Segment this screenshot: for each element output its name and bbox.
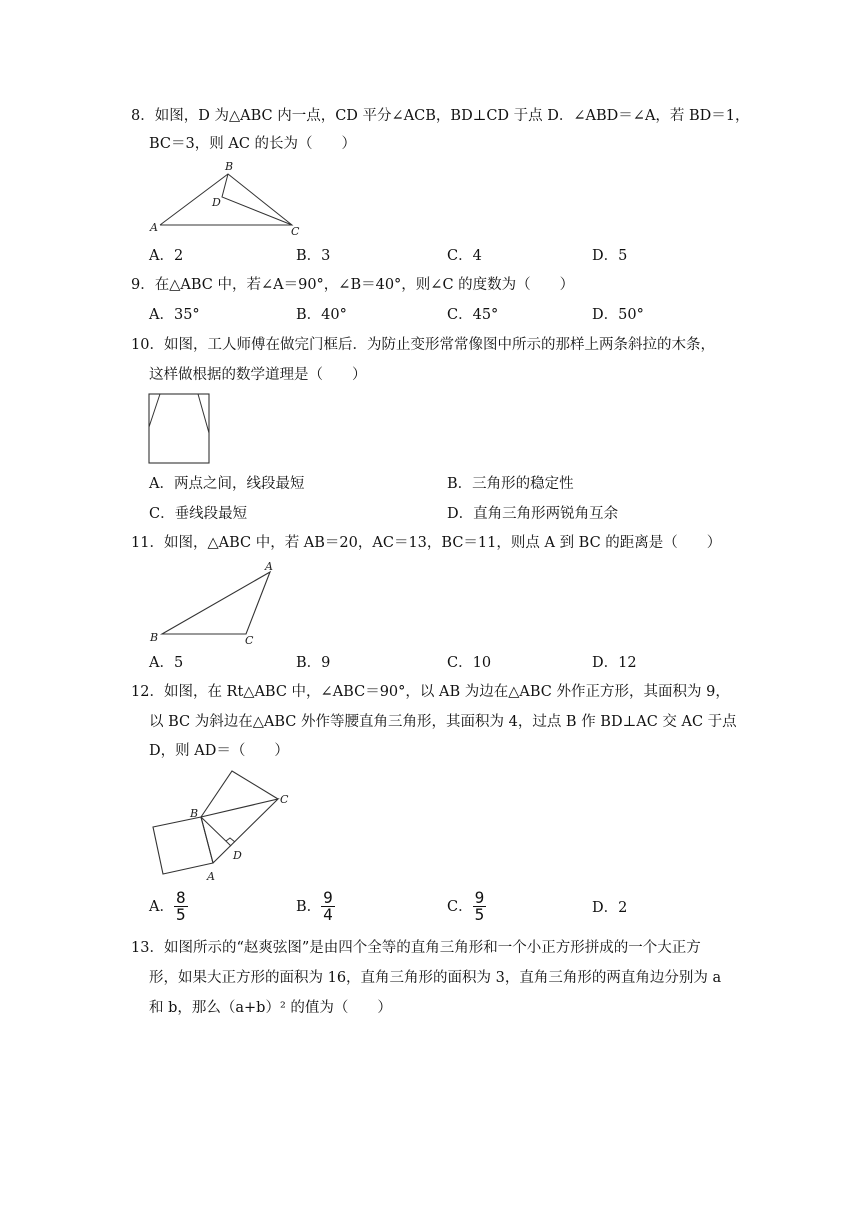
q8-label-a: A	[150, 221, 158, 234]
q10-stem-line2: 这样做根据的数学道理是（ ）	[149, 367, 367, 383]
q12-stem-line2: 以 BC 为斜边在△ABC 外作等腰直角三角形，其面积为 4，过点 B 作 BD⊥AC 交 AC 于点	[149, 714, 737, 730]
q12-right-angle-mark	[226, 838, 235, 842]
q11-label-c: C	[245, 634, 254, 647]
q9-option-a[interactable]: A．35°	[149, 307, 200, 323]
q12-option-b[interactable]	[296, 890, 335, 923]
q8-label-d: D	[212, 196, 221, 209]
q8-label-c: C	[291, 225, 300, 238]
q11-label-a: A	[265, 560, 273, 573]
q12-option-a-denominator: 5	[175, 905, 186, 924]
q8-label-b: B	[225, 160, 234, 173]
q12-stem-line1: 12．如图，在 Rt△ABC 中，∠ABC＝90°，以 AB 为边在△ABC 外作正方形，其面积为 9，	[131, 684, 730, 700]
q9-option-d[interactable]: D．50°	[592, 307, 644, 323]
q8-option-b[interactable]: B．3	[296, 248, 331, 264]
q12-label-d: D	[233, 849, 242, 862]
q8-segment-bd-dc	[222, 174, 292, 225]
q12-option-a-fraction	[174, 890, 188, 923]
q12-option-b-numerator: 9	[323, 888, 333, 907]
q8-stem-line2: BC＝3，则 AC 的长为（ ）	[149, 136, 357, 152]
q12-option-a[interactable]	[149, 890, 188, 923]
q10-option-d[interactable]: D．直角三角形两锐角互余	[447, 506, 619, 522]
q12-option-b-label: B．	[296, 898, 322, 915]
q8-option-c[interactable]: C．4	[447, 248, 482, 264]
q13-stem-line2: 形，如果大正方形的面积为 16，直角三角形的面积为 3，直角三角形的两直角边分别为 a	[149, 970, 722, 986]
q12-stem-line3: D，则 AD＝（ ）	[149, 743, 289, 759]
q8-stem-line1: 8．如图，D 为△ABC 内一点，CD 平分∠ACB，BD⊥CD 于点 D．∠ABD＝∠A，若 BD＝1，	[131, 108, 750, 124]
q10-door-frame-figure	[148, 393, 212, 465]
q12-label-b: B	[190, 807, 199, 820]
q12-option-b-fraction	[321, 890, 335, 923]
q12-label-c: C	[280, 793, 289, 806]
q9-option-b[interactable]: B．40°	[296, 307, 347, 323]
q11-option-c[interactable]: C．10	[447, 655, 492, 671]
q11-triangle	[162, 572, 270, 634]
q8-option-a[interactable]: A．2	[149, 248, 184, 264]
q9-option-c[interactable]: C．45°	[447, 307, 499, 323]
q12-segment-bd	[201, 817, 231, 846]
q12-option-b-denominator: 4	[323, 905, 333, 924]
q12-figure	[140, 768, 310, 888]
q10-stem-line1: 10．如图，工人师傅在做完门框后．为防止变形常常像图中所示的那样上两条斜拉的木条，	[131, 337, 715, 353]
q12-option-c-fraction	[473, 890, 487, 923]
q10-option-b[interactable]: B．三角形的稳定性	[447, 476, 574, 492]
q12-square	[153, 817, 213, 874]
q12-option-a-numerator: 8	[175, 888, 186, 907]
q12-option-a-label: A．	[149, 898, 174, 915]
q10-option-a[interactable]: A．两点之间，线段最短	[149, 476, 305, 492]
q8-figure	[148, 160, 308, 240]
q12-label-a: A	[207, 870, 215, 883]
q11-option-a[interactable]: A．5	[149, 655, 184, 671]
q13-stem-line1: 13．如图所示的“赵爽弦图”是由四个全等的直角三角形和一个小正方形拼成的一个大正方	[131, 940, 701, 956]
q12-option-c[interactable]	[447, 890, 486, 923]
q11-label-b: B	[150, 631, 159, 644]
q11-option-b[interactable]: B．9	[296, 655, 331, 671]
q12-option-c-denominator: 5	[474, 905, 485, 924]
q12-option-c-label: C．	[447, 898, 473, 915]
q13-stem-line3: 和 b，那么（a+b）² 的值为（ ）	[149, 1000, 392, 1016]
q12-option-c-numerator: 9	[474, 888, 485, 907]
q11-stem: 11．如图，△ABC 中，若 AB＝20，AC＝13，BC＝11，则点 A 到 BC 的距离是（ ）	[131, 535, 722, 551]
q11-option-d[interactable]: D．12	[592, 655, 637, 671]
q11-figure	[148, 560, 288, 646]
q12-option-d[interactable]: D．2	[592, 900, 628, 916]
q9-stem: 9．在△ABC 中，若∠A＝90°，∠B＝40°，则∠C 的度数为（ ）	[131, 277, 575, 293]
q10-option-c[interactable]: C．垂线段最短	[149, 506, 248, 522]
q8-option-d[interactable]: D．5	[592, 248, 628, 264]
